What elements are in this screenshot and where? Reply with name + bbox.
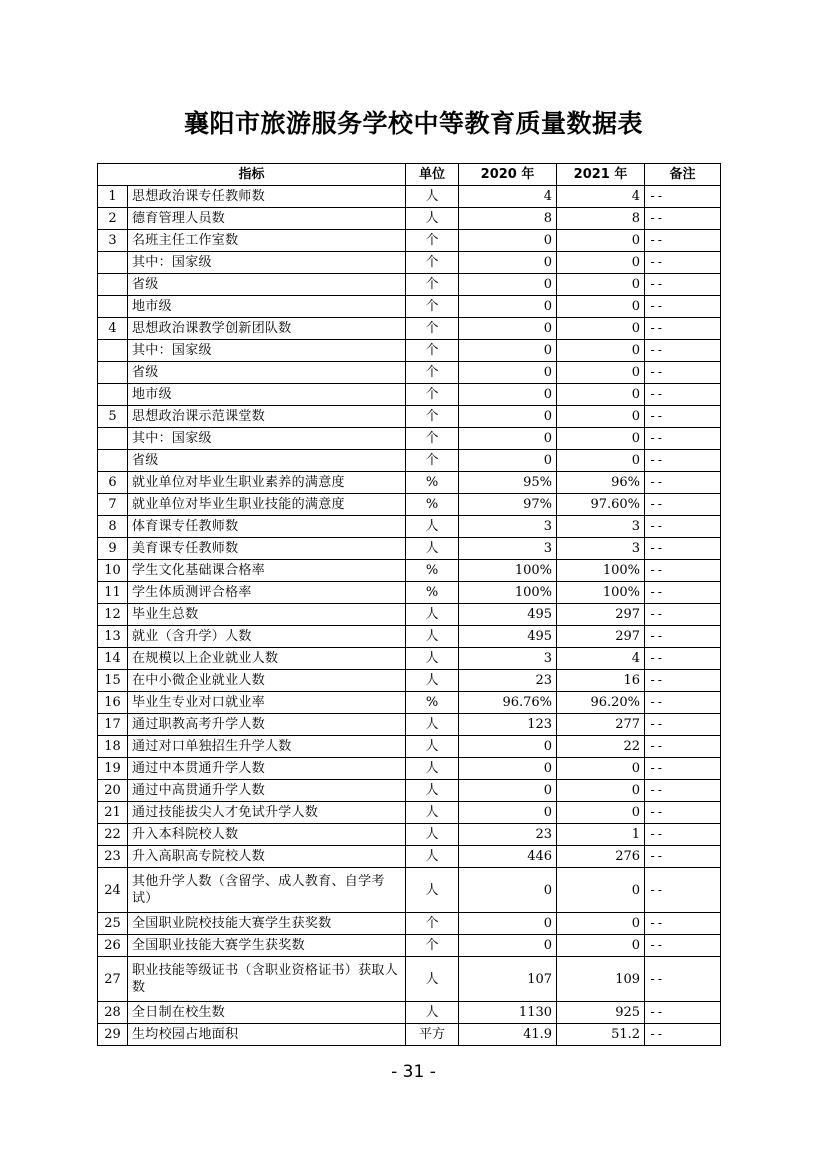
- indicator-name: 省级: [128, 362, 406, 384]
- unit-cell: 人: [406, 1002, 459, 1024]
- unit-cell: 个: [406, 318, 459, 340]
- value-2021: 0: [557, 868, 645, 913]
- value-2021: 3: [557, 516, 645, 538]
- value-2020: 0: [459, 340, 557, 362]
- table-row: [98, 868, 721, 913]
- table-row: [98, 450, 721, 472]
- value-2021: 276: [557, 846, 645, 868]
- unit-cell: 人: [406, 868, 459, 913]
- indicator-name: 其中：国家级: [128, 428, 406, 450]
- indicator-name: 通过对口单独招生升学人数: [128, 736, 406, 758]
- value-2020: 0: [459, 274, 557, 296]
- table-row: [98, 494, 721, 516]
- header-unit: 单位: [406, 164, 459, 186]
- row-number: 6: [98, 472, 128, 494]
- indicator-name: 全国职业技能大赛学生获奖数: [128, 935, 406, 957]
- indicator-name: 升入高职高专院校人数: [128, 846, 406, 868]
- row-number: 8: [98, 516, 128, 538]
- indicator-name: 通过技能拔尖人才免试升学人数: [128, 802, 406, 824]
- note-cell: --: [645, 868, 721, 913]
- table-row: [98, 274, 721, 296]
- value-2021: 100%: [557, 560, 645, 582]
- value-2021: 925: [557, 1002, 645, 1024]
- value-2020: 123: [459, 714, 557, 736]
- note-cell: --: [645, 913, 721, 935]
- value-2020: 0: [459, 252, 557, 274]
- row-number: [98, 296, 128, 318]
- value-2020: 0: [459, 450, 557, 472]
- indicator-name: 学生体质测评合格率: [128, 582, 406, 604]
- note-cell: --: [645, 406, 721, 428]
- table-row: [98, 846, 721, 868]
- value-2020: 0: [459, 406, 557, 428]
- indicator-name: 省级: [128, 274, 406, 296]
- table-header-row: [98, 164, 721, 186]
- value-2020: 495: [459, 626, 557, 648]
- row-number: 26: [98, 935, 128, 957]
- value-2021: 97.60%: [557, 494, 645, 516]
- indicator-name: 地市级: [128, 296, 406, 318]
- note-cell: --: [645, 648, 721, 670]
- indicator-name: 通过中高贯通升学人数: [128, 780, 406, 802]
- indicator-name: 思想政治课示范课堂数: [128, 406, 406, 428]
- value-2021: 0: [557, 780, 645, 802]
- note-cell: --: [645, 957, 721, 1002]
- unit-cell: 人: [406, 736, 459, 758]
- indicator-name: 思想政治课教学创新团队数: [128, 318, 406, 340]
- header-2020: 2020 年: [459, 164, 557, 186]
- value-2020: 100%: [459, 582, 557, 604]
- unit-cell: %: [406, 560, 459, 582]
- row-number: 17: [98, 714, 128, 736]
- table-row: [98, 648, 721, 670]
- value-2020: 0: [459, 362, 557, 384]
- unit-cell: %: [406, 582, 459, 604]
- table-row: [98, 252, 721, 274]
- unit-cell: 个: [406, 340, 459, 362]
- value-2021: 0: [557, 913, 645, 935]
- value-2021: 100%: [557, 582, 645, 604]
- indicator-name: 名班主任工作室数: [128, 230, 406, 252]
- row-number: 10: [98, 560, 128, 582]
- value-2021: 277: [557, 714, 645, 736]
- row-number: [98, 450, 128, 472]
- row-number: 11: [98, 582, 128, 604]
- value-2020: 0: [459, 913, 557, 935]
- unit-cell: %: [406, 494, 459, 516]
- note-cell: --: [645, 186, 721, 208]
- value-2020: 0: [459, 736, 557, 758]
- row-number: [98, 362, 128, 384]
- indicator-name: 就业（含升学）人数: [128, 626, 406, 648]
- row-number: 5: [98, 406, 128, 428]
- value-2021: 8: [557, 208, 645, 230]
- table-row: [98, 406, 721, 428]
- value-2020: 3: [459, 648, 557, 670]
- note-cell: --: [645, 362, 721, 384]
- value-2021: 0: [557, 362, 645, 384]
- note-cell: --: [645, 670, 721, 692]
- value-2020: 41.9: [459, 1024, 557, 1046]
- note-cell: --: [645, 428, 721, 450]
- value-2021: 0: [557, 384, 645, 406]
- note-cell: --: [645, 582, 721, 604]
- value-2021: 0: [557, 802, 645, 824]
- value-2021: 1: [557, 824, 645, 846]
- unit-cell: 平方: [406, 1024, 459, 1046]
- note-cell: --: [645, 384, 721, 406]
- value-2020: 23: [459, 670, 557, 692]
- value-2020: 1130: [459, 1002, 557, 1024]
- table-row: [98, 758, 721, 780]
- row-number: 9: [98, 538, 128, 560]
- unit-cell: 人: [406, 186, 459, 208]
- row-number: 4: [98, 318, 128, 340]
- unit-cell: 人: [406, 957, 459, 1002]
- table-row: [98, 935, 721, 957]
- row-number: 3: [98, 230, 128, 252]
- row-number: 7: [98, 494, 128, 516]
- row-number: 28: [98, 1002, 128, 1024]
- table-row: [98, 714, 721, 736]
- note-cell: --: [645, 538, 721, 560]
- value-2020: 107: [459, 957, 557, 1002]
- unit-cell: 人: [406, 758, 459, 780]
- value-2020: 96.76%: [459, 692, 557, 714]
- value-2021: 16: [557, 670, 645, 692]
- row-number: 13: [98, 626, 128, 648]
- indicator-name: 美育课专任教师数: [128, 538, 406, 560]
- value-2020: 0: [459, 384, 557, 406]
- indicator-name: 在中小微企业就业人数: [128, 670, 406, 692]
- document-title: 襄阳市旅游服务学校中等教育质量数据表: [183, 109, 643, 138]
- note-cell: --: [645, 230, 721, 252]
- table-row: [98, 340, 721, 362]
- table-row: [98, 560, 721, 582]
- unit-cell: 人: [406, 824, 459, 846]
- unit-cell: 人: [406, 802, 459, 824]
- row-number: [98, 252, 128, 274]
- value-2021: 0: [557, 406, 645, 428]
- row-number: 15: [98, 670, 128, 692]
- row-number: 24: [98, 868, 128, 913]
- note-cell: --: [645, 340, 721, 362]
- value-2020: 3: [459, 516, 557, 538]
- value-2021: 297: [557, 626, 645, 648]
- note-cell: --: [645, 714, 721, 736]
- table-row: [98, 913, 721, 935]
- indicator-name: 就业单位对毕业生职业技能的满意度: [128, 494, 406, 516]
- row-number: 23: [98, 846, 128, 868]
- unit-cell: 个: [406, 406, 459, 428]
- note-cell: --: [645, 692, 721, 714]
- row-number: 1: [98, 186, 128, 208]
- value-2021: 22: [557, 736, 645, 758]
- table-row: [98, 802, 721, 824]
- table-row: [98, 1024, 721, 1046]
- unit-cell: 人: [406, 648, 459, 670]
- row-number: 27: [98, 957, 128, 1002]
- note-cell: --: [645, 252, 721, 274]
- value-2021: 0: [557, 340, 645, 362]
- row-number: 12: [98, 604, 128, 626]
- unit-cell: 人: [406, 604, 459, 626]
- unit-cell: 个: [406, 935, 459, 957]
- indicator-name: 地市级: [128, 384, 406, 406]
- table-row: [98, 604, 721, 626]
- header-note: 备注: [645, 164, 721, 186]
- row-number: 29: [98, 1024, 128, 1046]
- indicator-name: 德育管理人员数: [128, 208, 406, 230]
- value-2021: 4: [557, 186, 645, 208]
- note-cell: --: [645, 1002, 721, 1024]
- indicator-name: 就业单位对毕业生职业素养的满意度: [128, 472, 406, 494]
- unit-cell: 人: [406, 780, 459, 802]
- value-2020: 0: [459, 230, 557, 252]
- indicator-name: 其中：国家级: [128, 252, 406, 274]
- value-2021: 0: [557, 274, 645, 296]
- table-row: [98, 516, 721, 538]
- value-2020: 0: [459, 296, 557, 318]
- value-2020: 0: [459, 318, 557, 340]
- row-number: 25: [98, 913, 128, 935]
- table-row: [98, 186, 721, 208]
- table-row: [98, 296, 721, 318]
- row-number: [98, 340, 128, 362]
- row-number: 19: [98, 758, 128, 780]
- value-2021: 0: [557, 252, 645, 274]
- table-row: [98, 736, 721, 758]
- indicator-name: 省级: [128, 450, 406, 472]
- table-row: [98, 780, 721, 802]
- row-number: 22: [98, 824, 128, 846]
- unit-cell: 人: [406, 516, 459, 538]
- note-cell: --: [645, 274, 721, 296]
- value-2020: 23: [459, 824, 557, 846]
- indicator-name: 全国职业院校技能大赛学生获奖数: [128, 913, 406, 935]
- value-2021: 0: [557, 758, 645, 780]
- value-2020: 0: [459, 935, 557, 957]
- table-row: [98, 582, 721, 604]
- row-number: [98, 428, 128, 450]
- row-number: 16: [98, 692, 128, 714]
- table-body: [98, 186, 721, 1046]
- value-2020: 0: [459, 758, 557, 780]
- value-2020: 0: [459, 780, 557, 802]
- unit-cell: 人: [406, 846, 459, 868]
- value-2021: 0: [557, 230, 645, 252]
- row-number: 20: [98, 780, 128, 802]
- note-cell: --: [645, 626, 721, 648]
- unit-cell: %: [406, 472, 459, 494]
- value-2021: 96.20%: [557, 692, 645, 714]
- unit-cell: 人: [406, 538, 459, 560]
- table-row: [98, 362, 721, 384]
- value-2020: 446: [459, 846, 557, 868]
- note-cell: --: [645, 494, 721, 516]
- value-2021: 109: [557, 957, 645, 1002]
- unit-cell: 个: [406, 274, 459, 296]
- value-2021: 51.2: [557, 1024, 645, 1046]
- unit-cell: 人: [406, 626, 459, 648]
- table-row: [98, 626, 721, 648]
- value-2021: 3: [557, 538, 645, 560]
- unit-cell: 个: [406, 252, 459, 274]
- unit-cell: 人: [406, 208, 459, 230]
- indicator-name: 通过职教高考升学人数: [128, 714, 406, 736]
- note-cell: --: [645, 450, 721, 472]
- note-cell: --: [645, 1024, 721, 1046]
- indicator-name: 体育课专任教师数: [128, 516, 406, 538]
- row-number: [98, 274, 128, 296]
- unit-cell: 个: [406, 296, 459, 318]
- unit-cell: 个: [406, 428, 459, 450]
- table-row: [98, 957, 721, 1002]
- note-cell: --: [645, 935, 721, 957]
- indicator-name: 全日制在校生数: [128, 1002, 406, 1024]
- value-2020: 0: [459, 802, 557, 824]
- value-2021: 4: [557, 648, 645, 670]
- value-2021: 0: [557, 318, 645, 340]
- note-cell: --: [645, 516, 721, 538]
- value-2020: 3: [459, 538, 557, 560]
- table-row: [98, 384, 721, 406]
- table-row: [98, 692, 721, 714]
- row-number: 14: [98, 648, 128, 670]
- value-2021: 0: [557, 450, 645, 472]
- row-number: 2: [98, 208, 128, 230]
- unit-cell: 个: [406, 384, 459, 406]
- value-2020: 495: [459, 604, 557, 626]
- note-cell: --: [645, 758, 721, 780]
- value-2021: 0: [557, 935, 645, 957]
- indicator-name: 毕业生专业对口就业率: [128, 692, 406, 714]
- table-row: [98, 318, 721, 340]
- note-cell: --: [645, 318, 721, 340]
- note-cell: --: [645, 208, 721, 230]
- note-cell: --: [645, 604, 721, 626]
- unit-cell: 个: [406, 230, 459, 252]
- value-2021: 0: [557, 296, 645, 318]
- row-number: 21: [98, 802, 128, 824]
- value-2020: 100%: [459, 560, 557, 582]
- table-row: [98, 208, 721, 230]
- indicator-name: 毕业生总数: [128, 604, 406, 626]
- indicator-name: 其中：国家级: [128, 340, 406, 362]
- row-number: [98, 384, 128, 406]
- table-row: [98, 230, 721, 252]
- value-2020: 0: [459, 428, 557, 450]
- indicator-name: 在规模以上企业就业人数: [128, 648, 406, 670]
- row-number: 18: [98, 736, 128, 758]
- unit-cell: %: [406, 692, 459, 714]
- indicator-name: 升入本科院校人数: [128, 824, 406, 846]
- table-row: [98, 428, 721, 450]
- unit-cell: 个: [406, 362, 459, 384]
- indicator-name: 思想政治课专任教师数: [128, 186, 406, 208]
- table-row: [98, 538, 721, 560]
- table-row: [98, 472, 721, 494]
- note-cell: --: [645, 736, 721, 758]
- unit-cell: 人: [406, 670, 459, 692]
- unit-cell: 个: [406, 913, 459, 935]
- value-2020: 97%: [459, 494, 557, 516]
- indicator-name: 生均校园占地面积: [128, 1024, 406, 1046]
- value-2020: 4: [459, 186, 557, 208]
- value-2020: 0: [459, 868, 557, 913]
- indicator-name: 学生文化基础课合格率: [128, 560, 406, 582]
- note-cell: --: [645, 846, 721, 868]
- unit-cell: 个: [406, 450, 459, 472]
- note-cell: --: [645, 296, 721, 318]
- table-row: [98, 1002, 721, 1024]
- value-2021: 0: [557, 428, 645, 450]
- value-2021: 96%: [557, 472, 645, 494]
- note-cell: --: [645, 802, 721, 824]
- table-row: [98, 670, 721, 692]
- value-2020: 95%: [459, 472, 557, 494]
- note-cell: --: [645, 780, 721, 802]
- note-cell: --: [645, 560, 721, 582]
- value-2020: 8: [459, 208, 557, 230]
- table-row: [98, 824, 721, 846]
- header-indicator: 指标: [98, 164, 406, 186]
- quality-data-table: [97, 163, 721, 1046]
- indicator-name: 其他升学人数（含留学、成人教育、自学考试）: [128, 868, 406, 913]
- value-2021: 297: [557, 604, 645, 626]
- note-cell: --: [645, 472, 721, 494]
- header-2021: 2021 年: [557, 164, 645, 186]
- indicator-name: 通过中本贯通升学人数: [128, 758, 406, 780]
- unit-cell: 人: [406, 714, 459, 736]
- indicator-name: 职业技能等级证书（含职业资格证书）获取人数: [128, 957, 406, 1002]
- page-number: - 31 -: [391, 1062, 436, 1082]
- note-cell: --: [645, 824, 721, 846]
